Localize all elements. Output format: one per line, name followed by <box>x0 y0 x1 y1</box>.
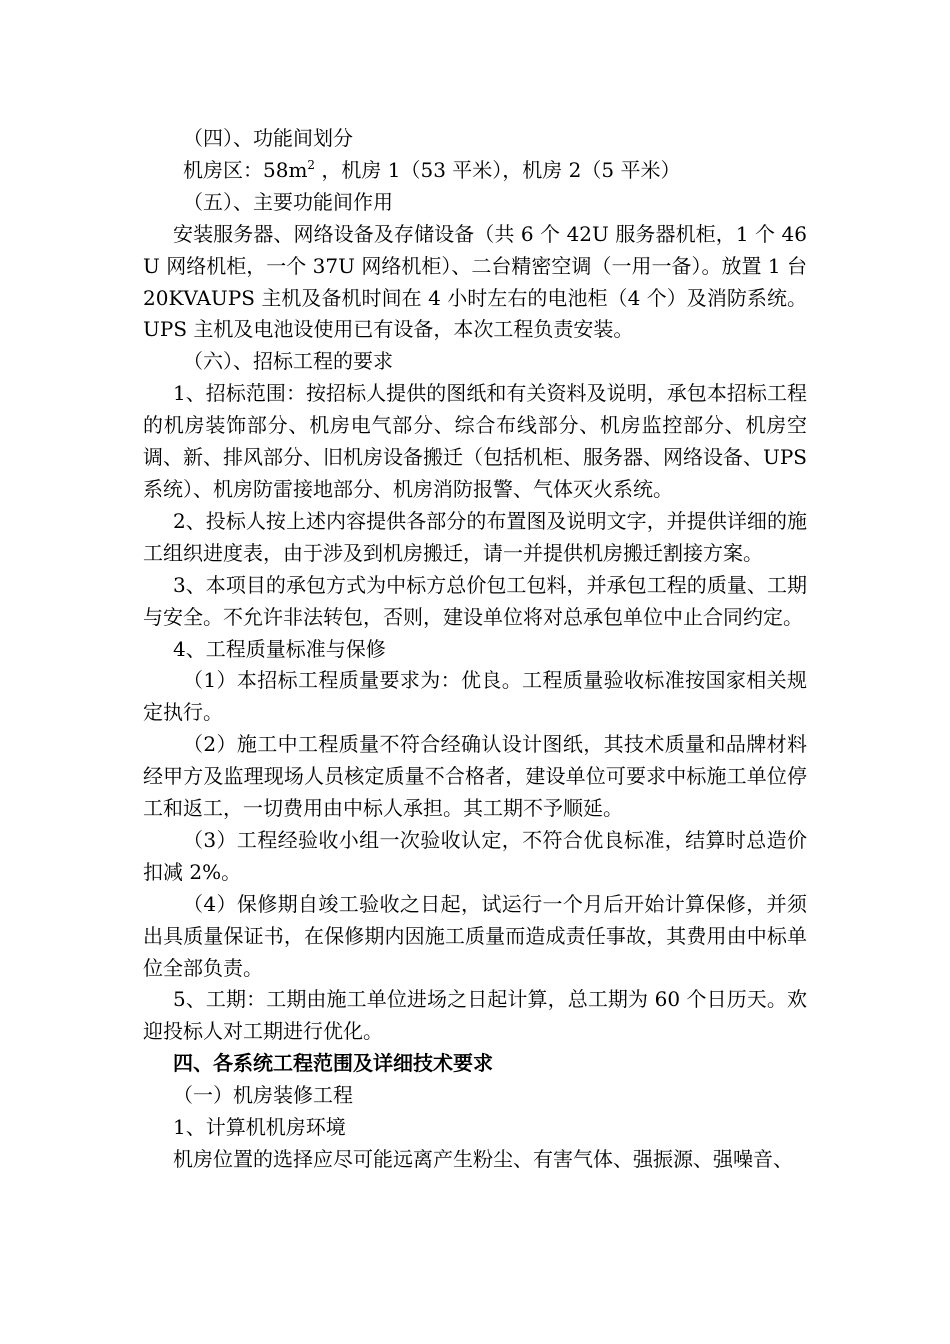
section-heading-main-functions: （五）、主要功能间作用 <box>183 189 393 214</box>
section-heading-function-division: （四）、功能间划分 <box>183 126 353 150</box>
room-area-text: 机房区：58m <box>183 157 308 182</box>
paragraph-quality-2: （2）施工中工程质量不符合经确认设计图纸，其技术质量和品牌材料经甲方及监理现场人员核定质量不合格者，建设单位可要求中标施工单位停工和返工，一切费用由中标人承担。其工期不予顺延。 <box>143 732 807 821</box>
paragraph-contract-method: 3、本项目的承包方式为中标方总价包工包料，并承包工程的质量、工期与安全。不允许非法转包，否则，建设单位将对总承包单位中止合同约定。 <box>143 572 807 629</box>
paragraph-quality-1: （1）本招标工程质量要求为：优良。工程质量验收标准按国家相关规定执行。 <box>143 668 807 725</box>
superscript-2: 2 <box>307 157 316 172</box>
paragraph-equipment: 安装服务器、网络设备及存储设备（共 6 个 42U 服务器机柜，1 个 46U 网络机柜，一个 37U 网络机柜）、二台精密空调（一用一备）。放置 1 台 20KVAUPS 主机及备机时间在 4 小时左右的电池柜（4 个）及消防系统。UPS 主机及电池设使用已有设备，本次工程负责安装。 <box>143 221 807 342</box>
section-heading-systems-scope: 四、各系统工程范围及详细技术要求 <box>173 1051 493 1076</box>
paragraph-quality-heading: 4、工程质量标准与保修 <box>173 636 386 661</box>
document-body <box>143 123 807 1176</box>
paragraph-quality-3: （3）工程经验收小组一次验收认定，不符合优良标准，结算时总造价扣减 2%。 <box>143 827 807 884</box>
section-heading-room-environment: 1、计算机机房环境 <box>173 1115 346 1140</box>
paragraph-room-location: 机房位置的选择应尽可能远离产生粉尘、有害气体、强振源、强噪音、 <box>173 1147 793 1171</box>
paragraph-quality-4: （4）保修期自竣工验收之日起，试运行一个月后开始计算保修，并须出具质量保证书，在保修期内因施工质量而造成责任事故，其费用由中标单位全部负责。 <box>143 891 807 980</box>
paragraph-tender-scope: 1、招标范围：按招标人提供的图纸和有关资料及说明，承包本招标工程的机房装饰部分、机房电气部分、综合布线部分、机房监控部分、机房空调、新、排风部分、旧机房设备搬迁（包括机柜、服务器、网络设备、UPS 系统）、机房防雷接地部分、机房消防报警、气体灭火系统。 <box>143 381 808 501</box>
paragraph-schedule: 5、工期：工期由施工单位进场之日起计算，总工期为 60 个日历天。欢迎投标人对工期进行优化。 <box>143 987 807 1044</box>
section-heading-decoration: （一）机房装修工程 <box>173 1083 353 1108</box>
paragraph-layout-plans: 2、投标人按上述内容提供各部分的布置图及说明文字，并提供详细的施工组织进度表，由于涉及到机房搬迁，请一并提供机房搬迁割接方案。 <box>143 508 807 565</box>
section-heading-tender-requirements: （六）、招标工程的要求 <box>183 349 393 374</box>
paragraph-room-area <box>143 155 807 187</box>
room-area-rest: ，机房 1（53 平米），机房 2（5 平米） <box>315 157 681 182</box>
